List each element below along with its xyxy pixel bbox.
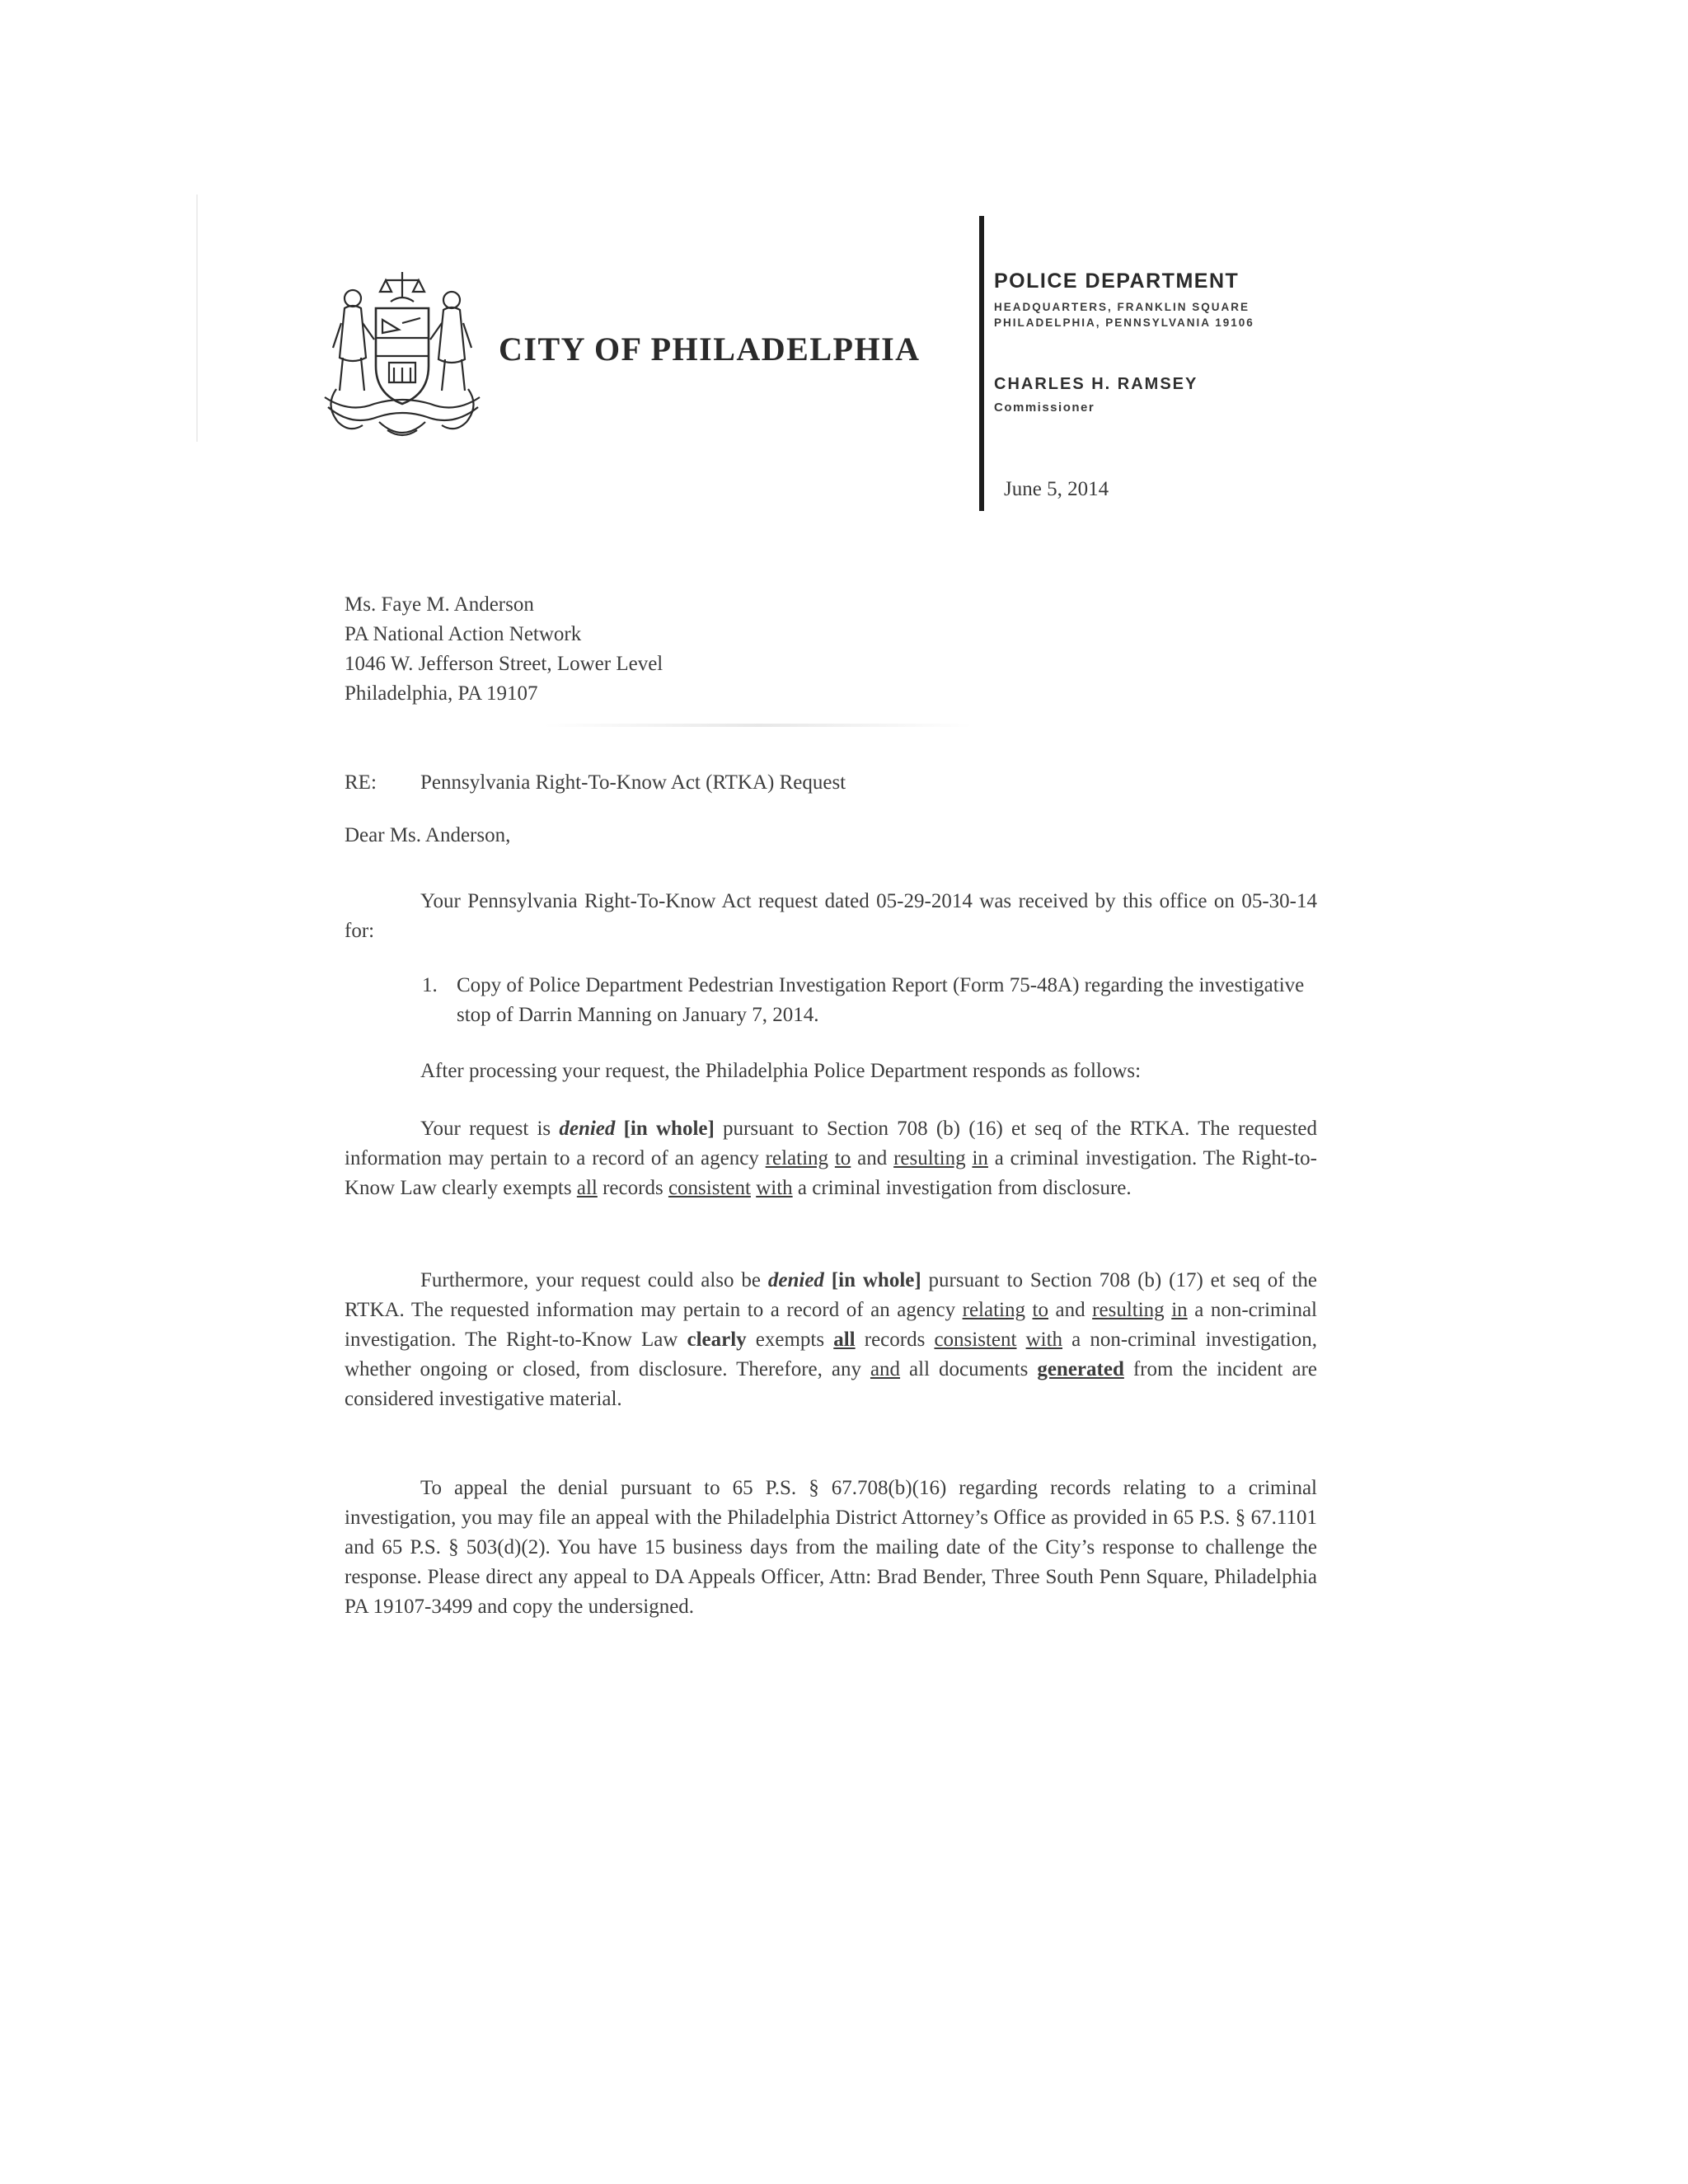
recipient-city: Philadelphia, PA 19107 (345, 682, 538, 705)
recipient-address-block (345, 590, 663, 709)
item-number: 1. (422, 974, 438, 996)
paragraph-request-received: Your Pennsylvania Right-To-Know Act request dated 05-29-2014 was received by this office on 05-30-14 for: (345, 890, 1317, 942)
paragraph-response-intro: After processing your request, the Philadelphia Police Department responds as follows: (420, 1060, 1142, 1082)
recipient-organization: PA National Action Network (345, 623, 582, 645)
commissioner-title: Commissioner (994, 401, 1095, 415)
paragraph-denial-criminal: Your request is denied [in whole] pursuant to Section 708 (b) (16) et seq of the RTKA. The requested information may pertain to a record of an agency relating to and resulting in a criminal investigation. The Right-to-Know Law clearly exempts all records consistent with a criminal investigation from disclosure. (345, 1118, 1318, 1199)
department-address-line1: HEADQUARTERS, FRANKLIN SQUARE (994, 301, 1250, 313)
paragraph-appeal-instructions: To appeal the denial pursuant to 65 P.S. § 67.708(b)(16) regarding records relating to a criminal investigation, you may file an appeal with the Philadelphia District Attorney’s Office as provided in 65 P.S. § 67.1101 and 65 P.S. § 503(d)(2). You have 15 business days from the mailing date of the City’s response to challenge the response. Please direct any appeal to DA Appeals Officer, Attn: Brad Bender, Three South Penn Square, Philadelphia PA 19107-3499 and copy the undersigned. (345, 1477, 1317, 1618)
department-title: POLICE DEPARTMENT (994, 269, 1240, 293)
scan-smudge (544, 724, 973, 727)
subject-line (345, 768, 846, 798)
letterhead-divider (979, 216, 984, 511)
scan-edge-mark (196, 194, 198, 442)
recipient-street: 1046 W. Jefferson Street, Lower Level (345, 653, 663, 675)
item-text: Copy of Police Department Pedestrian Investigation Report (Form 75-48A) regarding the investigative stop of Darrin Manning on January 7, 2014. (457, 974, 1305, 1026)
subject-label: RE: (345, 771, 377, 794)
letter-date: June 5, 2014 (1004, 478, 1109, 500)
city-name-heading: CITY OF PHILADELPHIA (499, 330, 921, 368)
city-seal-icon (320, 265, 485, 443)
recipient-name: Ms. Faye M. Anderson (345, 593, 534, 616)
salutation: Dear Ms. Anderson, (345, 824, 511, 846)
commissioner-name: CHARLES H. RAMSEY (994, 375, 1198, 393)
department-address-line2: PHILADELPHIA, PENNSYLVANIA 19106 (994, 316, 1254, 329)
paragraph-denial-noncriminal: Furthermore, your request could also be denied [in whole] pursuant to Section 708 (b) (17) et seq of the RTKA. The requested information may pertain to a record of an agency relating to and resulting in a non-criminal investigation. The Right-to-Know Law clearly exempts all records consistent with a non-criminal investigation, whether ongoing or closed, from disclosure. Therefore, any and all documents generated from the incident are considered investigative material. (345, 1269, 1318, 1410)
request-item-1 (422, 971, 1317, 1030)
subject-text: Pennsylvania Right-To-Know Act (RTKA) Request (420, 771, 846, 794)
